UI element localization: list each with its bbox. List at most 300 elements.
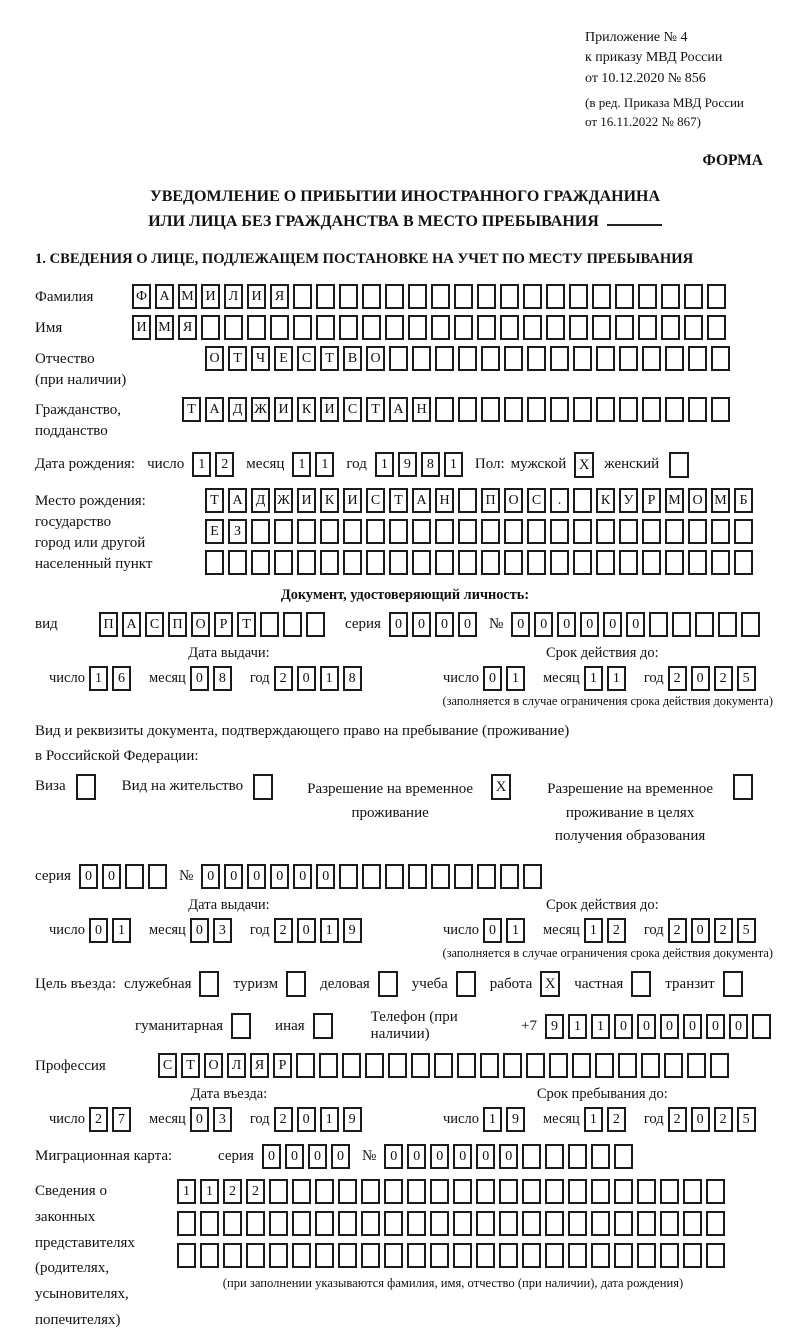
char-cell[interactable] xyxy=(385,284,404,309)
char-cell[interactable] xyxy=(591,1243,610,1268)
char-cell[interactable] xyxy=(435,346,454,371)
char-cell[interactable]: 0 xyxy=(293,864,312,889)
char-cell[interactable]: М xyxy=(178,284,197,309)
char-cell[interactable]: К xyxy=(596,488,615,513)
char-cell[interactable] xyxy=(361,1211,380,1236)
char-cell[interactable] xyxy=(568,1179,587,1204)
char-cell[interactable] xyxy=(614,1211,633,1236)
char-cell[interactable] xyxy=(411,1053,430,1078)
char-cell[interactable] xyxy=(573,488,592,513)
char-cell[interactable]: 2 xyxy=(274,1107,293,1132)
char-cell[interactable] xyxy=(481,550,500,575)
char-cell[interactable]: 0 xyxy=(389,612,408,637)
char-cell[interactable] xyxy=(361,1243,380,1268)
char-cell[interactable] xyxy=(545,1243,564,1268)
char-cell[interactable]: К xyxy=(320,488,339,513)
temp-permit-checkbox[interactable]: X xyxy=(491,774,511,800)
visa-checkbox[interactable] xyxy=(76,774,96,800)
char-cell[interactable] xyxy=(481,397,500,422)
char-cell[interactable] xyxy=(711,346,730,371)
char-cell[interactable] xyxy=(642,397,661,422)
char-cell[interactable] xyxy=(499,1179,518,1204)
char-cell[interactable] xyxy=(148,864,167,889)
char-cell[interactable]: 0 xyxy=(458,612,477,637)
char-cell[interactable]: 0 xyxy=(626,612,645,637)
char-cell[interactable] xyxy=(573,397,592,422)
char-cell[interactable] xyxy=(664,1053,683,1078)
char-cell[interactable]: А xyxy=(205,397,224,422)
char-cell[interactable] xyxy=(430,1179,449,1204)
char-cell[interactable]: 2 xyxy=(714,1107,733,1132)
char-cell[interactable] xyxy=(315,1243,334,1268)
char-cell[interactable]: Т xyxy=(181,1053,200,1078)
char-cell[interactable]: О xyxy=(204,1053,223,1078)
char-cell[interactable]: 2 xyxy=(714,918,733,943)
char-cell[interactable] xyxy=(641,1053,660,1078)
char-cell[interactable] xyxy=(660,1211,679,1236)
char-cell[interactable]: 1 xyxy=(177,1179,196,1204)
char-cell[interactable]: 1 xyxy=(568,1014,587,1039)
char-cell[interactable] xyxy=(480,1053,499,1078)
char-cell[interactable] xyxy=(665,519,684,544)
char-cell[interactable] xyxy=(614,1179,633,1204)
char-cell[interactable] xyxy=(711,519,730,544)
char-cell[interactable] xyxy=(269,1211,288,1236)
char-cell[interactable] xyxy=(661,284,680,309)
char-cell[interactable] xyxy=(642,519,661,544)
char-cell[interactable]: Т xyxy=(228,346,247,371)
char-cell[interactable] xyxy=(687,1053,706,1078)
char-cell[interactable]: 7 xyxy=(112,1107,131,1132)
char-cell[interactable] xyxy=(366,550,385,575)
char-cell[interactable] xyxy=(269,1243,288,1268)
char-cell[interactable]: 5 xyxy=(737,918,756,943)
char-cell[interactable] xyxy=(499,1211,518,1236)
char-cell[interactable]: О xyxy=(688,488,707,513)
char-cell[interactable]: О xyxy=(205,346,224,371)
char-cell[interactable] xyxy=(223,1243,242,1268)
char-cell[interactable]: 0 xyxy=(683,1014,702,1039)
char-cell[interactable] xyxy=(665,346,684,371)
char-cell[interactable] xyxy=(315,1211,334,1236)
char-cell[interactable]: 0 xyxy=(534,612,553,637)
char-cell[interactable]: 2 xyxy=(215,452,234,477)
char-cell[interactable] xyxy=(477,315,496,340)
char-cell[interactable]: 9 xyxy=(545,1014,564,1039)
purpose-work-checkbox[interactable]: X xyxy=(540,971,560,997)
char-cell[interactable] xyxy=(596,550,615,575)
char-cell[interactable] xyxy=(343,519,362,544)
char-cell[interactable] xyxy=(688,346,707,371)
char-cell[interactable]: 8 xyxy=(421,452,440,477)
char-cell[interactable] xyxy=(619,346,638,371)
char-cell[interactable] xyxy=(619,550,638,575)
char-cell[interactable]: 1 xyxy=(607,666,626,691)
char-cell[interactable] xyxy=(434,1053,453,1078)
char-cell[interactable]: Я xyxy=(250,1053,269,1078)
char-cell[interactable] xyxy=(688,550,707,575)
char-cell[interactable] xyxy=(297,550,316,575)
char-cell[interactable] xyxy=(476,1211,495,1236)
char-cell[interactable]: 3 xyxy=(213,918,232,943)
char-cell[interactable]: 0 xyxy=(614,1014,633,1039)
char-cell[interactable]: О xyxy=(191,612,210,637)
purpose-other-checkbox[interactable] xyxy=(313,1013,333,1039)
char-cell[interactable] xyxy=(453,1243,472,1268)
char-cell[interactable] xyxy=(522,1243,541,1268)
char-cell[interactable] xyxy=(431,284,450,309)
char-cell[interactable]: Я xyxy=(178,315,197,340)
char-cell[interactable] xyxy=(637,1211,656,1236)
char-cell[interactable] xyxy=(683,1179,702,1204)
char-cell[interactable] xyxy=(545,1211,564,1236)
char-cell[interactable]: Ж xyxy=(251,397,270,422)
char-cell[interactable]: Р xyxy=(273,1053,292,1078)
char-cell[interactable] xyxy=(306,612,325,637)
char-cell[interactable] xyxy=(688,397,707,422)
char-cell[interactable] xyxy=(431,315,450,340)
char-cell[interactable] xyxy=(292,1179,311,1204)
char-cell[interactable]: 0 xyxy=(89,918,108,943)
char-cell[interactable]: С xyxy=(297,346,316,371)
char-cell[interactable] xyxy=(665,550,684,575)
char-cell[interactable] xyxy=(614,1243,633,1268)
char-cell[interactable]: И xyxy=(247,284,266,309)
char-cell[interactable] xyxy=(642,346,661,371)
char-cell[interactable] xyxy=(718,612,737,637)
char-cell[interactable]: 0 xyxy=(483,918,502,943)
char-cell[interactable]: П xyxy=(168,612,187,637)
char-cell[interactable] xyxy=(362,315,381,340)
char-cell[interactable] xyxy=(430,1243,449,1268)
char-cell[interactable] xyxy=(711,550,730,575)
purpose-official-checkbox[interactable] xyxy=(199,971,219,997)
char-cell[interactable]: С xyxy=(527,488,546,513)
char-cell[interactable]: 2 xyxy=(274,666,293,691)
char-cell[interactable] xyxy=(695,612,714,637)
char-cell[interactable] xyxy=(477,864,496,889)
char-cell[interactable]: 1 xyxy=(200,1179,219,1204)
char-cell[interactable] xyxy=(343,550,362,575)
char-cell[interactable] xyxy=(504,519,523,544)
char-cell[interactable] xyxy=(734,519,753,544)
char-cell[interactable]: 1 xyxy=(315,452,334,477)
char-cell[interactable]: Т xyxy=(237,612,256,637)
char-cell[interactable] xyxy=(573,519,592,544)
char-cell[interactable]: . xyxy=(550,488,569,513)
char-cell[interactable] xyxy=(706,1179,725,1204)
char-cell[interactable] xyxy=(523,284,542,309)
char-cell[interactable]: С xyxy=(343,397,362,422)
char-cell[interactable] xyxy=(568,1144,587,1169)
char-cell[interactable] xyxy=(125,864,144,889)
char-cell[interactable] xyxy=(200,1243,219,1268)
char-cell[interactable]: 1 xyxy=(89,666,108,691)
char-cell[interactable] xyxy=(246,1211,265,1236)
char-cell[interactable]: Ф xyxy=(132,284,151,309)
char-cell[interactable]: И xyxy=(343,488,362,513)
char-cell[interactable] xyxy=(454,284,473,309)
char-cell[interactable]: 0 xyxy=(476,1144,495,1169)
purpose-transit-checkbox[interactable] xyxy=(723,971,743,997)
char-cell[interactable]: Д xyxy=(228,397,247,422)
char-cell[interactable]: А xyxy=(389,397,408,422)
char-cell[interactable] xyxy=(638,284,657,309)
char-cell[interactable]: И xyxy=(132,315,151,340)
char-cell[interactable]: 0 xyxy=(580,612,599,637)
char-cell[interactable]: 0 xyxy=(407,1144,426,1169)
char-cell[interactable]: 1 xyxy=(320,666,339,691)
char-cell[interactable] xyxy=(649,612,668,637)
char-cell[interactable] xyxy=(223,1211,242,1236)
char-cell[interactable] xyxy=(477,284,496,309)
char-cell[interactable] xyxy=(545,1144,564,1169)
char-cell[interactable] xyxy=(408,284,427,309)
char-cell[interactable] xyxy=(293,315,312,340)
char-cell[interactable] xyxy=(408,315,427,340)
char-cell[interactable] xyxy=(435,550,454,575)
char-cell[interactable]: Е xyxy=(205,519,224,544)
char-cell[interactable]: 0 xyxy=(190,1107,209,1132)
char-cell[interactable] xyxy=(247,315,266,340)
char-cell[interactable] xyxy=(684,315,703,340)
char-cell[interactable] xyxy=(407,1179,426,1204)
char-cell[interactable] xyxy=(454,864,473,889)
char-cell[interactable] xyxy=(453,1211,472,1236)
char-cell[interactable]: 1 xyxy=(584,666,603,691)
char-cell[interactable] xyxy=(665,397,684,422)
char-cell[interactable] xyxy=(660,1243,679,1268)
char-cell[interactable]: 0 xyxy=(706,1014,725,1039)
char-cell[interactable] xyxy=(504,346,523,371)
char-cell[interactable] xyxy=(550,519,569,544)
char-cell[interactable] xyxy=(384,1243,403,1268)
char-cell[interactable]: О xyxy=(366,346,385,371)
char-cell[interactable]: И xyxy=(274,397,293,422)
char-cell[interactable] xyxy=(638,315,657,340)
gender-female-checkbox[interactable] xyxy=(669,452,689,478)
char-cell[interactable] xyxy=(522,1144,541,1169)
char-cell[interactable]: 0 xyxy=(603,612,622,637)
char-cell[interactable] xyxy=(591,1179,610,1204)
char-cell[interactable]: 0 xyxy=(384,1144,403,1169)
char-cell[interactable]: 0 xyxy=(499,1144,518,1169)
char-cell[interactable]: 0 xyxy=(201,864,220,889)
char-cell[interactable] xyxy=(320,519,339,544)
char-cell[interactable]: 1 xyxy=(375,452,394,477)
char-cell[interactable]: 1 xyxy=(444,452,463,477)
char-cell[interactable] xyxy=(637,1243,656,1268)
char-cell[interactable] xyxy=(412,550,431,575)
char-cell[interactable] xyxy=(274,519,293,544)
char-cell[interactable]: 2 xyxy=(246,1179,265,1204)
char-cell[interactable]: 0 xyxy=(483,666,502,691)
char-cell[interactable] xyxy=(319,1053,338,1078)
char-cell[interactable] xyxy=(388,1053,407,1078)
char-cell[interactable]: Т xyxy=(366,397,385,422)
char-cell[interactable]: 5 xyxy=(737,1107,756,1132)
char-cell[interactable] xyxy=(453,1179,472,1204)
char-cell[interactable]: 1 xyxy=(584,918,603,943)
char-cell[interactable] xyxy=(315,1179,334,1204)
char-cell[interactable]: А xyxy=(155,284,174,309)
char-cell[interactable]: 2 xyxy=(668,1107,687,1132)
char-cell[interactable] xyxy=(476,1179,495,1204)
char-cell[interactable] xyxy=(688,519,707,544)
char-cell[interactable] xyxy=(481,519,500,544)
char-cell[interactable] xyxy=(177,1211,196,1236)
char-cell[interactable]: А xyxy=(412,488,431,513)
char-cell[interactable]: 8 xyxy=(343,666,362,691)
char-cell[interactable] xyxy=(706,1211,725,1236)
char-cell[interactable]: И xyxy=(201,284,220,309)
char-cell[interactable] xyxy=(500,864,519,889)
char-cell[interactable] xyxy=(545,1179,564,1204)
char-cell[interactable]: 0 xyxy=(297,1107,316,1132)
char-cell[interactable] xyxy=(342,1053,361,1078)
char-cell[interactable] xyxy=(568,1211,587,1236)
char-cell[interactable] xyxy=(504,397,523,422)
char-cell[interactable] xyxy=(550,397,569,422)
char-cell[interactable] xyxy=(503,1053,522,1078)
char-cell[interactable] xyxy=(527,346,546,371)
char-cell[interactable]: У xyxy=(619,488,638,513)
char-cell[interactable]: Т xyxy=(182,397,201,422)
char-cell[interactable] xyxy=(362,284,381,309)
char-cell[interactable]: 0 xyxy=(557,612,576,637)
char-cell[interactable]: 0 xyxy=(430,1144,449,1169)
char-cell[interactable] xyxy=(618,1053,637,1078)
char-cell[interactable] xyxy=(660,1179,679,1204)
char-cell[interactable] xyxy=(527,550,546,575)
char-cell[interactable] xyxy=(200,1211,219,1236)
char-cell[interactable] xyxy=(592,315,611,340)
char-cell[interactable] xyxy=(661,315,680,340)
char-cell[interactable]: Р xyxy=(642,488,661,513)
char-cell[interactable] xyxy=(734,550,753,575)
char-cell[interactable] xyxy=(385,315,404,340)
char-cell[interactable] xyxy=(619,397,638,422)
char-cell[interactable] xyxy=(293,284,312,309)
char-cell[interactable] xyxy=(526,1053,545,1078)
char-cell[interactable] xyxy=(500,284,519,309)
char-cell[interactable] xyxy=(527,519,546,544)
char-cell[interactable]: 1 xyxy=(506,918,525,943)
char-cell[interactable] xyxy=(546,315,565,340)
char-cell[interactable] xyxy=(316,315,335,340)
purpose-tourism-checkbox[interactable] xyxy=(286,971,306,997)
char-cell[interactable]: 0 xyxy=(660,1014,679,1039)
char-cell[interactable] xyxy=(752,1014,771,1039)
char-cell[interactable]: 0 xyxy=(285,1144,304,1169)
char-cell[interactable] xyxy=(573,346,592,371)
char-cell[interactable] xyxy=(320,550,339,575)
char-cell[interactable] xyxy=(741,612,760,637)
char-cell[interactable] xyxy=(595,1053,614,1078)
char-cell[interactable] xyxy=(431,864,450,889)
char-cell[interactable]: 1 xyxy=(483,1107,502,1132)
char-cell[interactable] xyxy=(251,550,270,575)
char-cell[interactable]: 0 xyxy=(308,1144,327,1169)
char-cell[interactable] xyxy=(292,1211,311,1236)
char-cell[interactable]: 1 xyxy=(506,666,525,691)
char-cell[interactable] xyxy=(365,1053,384,1078)
char-cell[interactable]: 0 xyxy=(691,918,710,943)
char-cell[interactable] xyxy=(274,550,293,575)
char-cell[interactable] xyxy=(707,284,726,309)
char-cell[interactable] xyxy=(710,1053,729,1078)
char-cell[interactable]: Н xyxy=(412,397,431,422)
char-cell[interactable] xyxy=(366,519,385,544)
char-cell[interactable]: Б xyxy=(734,488,753,513)
char-cell[interactable] xyxy=(205,550,224,575)
purpose-study-checkbox[interactable] xyxy=(456,971,476,997)
char-cell[interactable] xyxy=(269,1179,288,1204)
char-cell[interactable]: 0 xyxy=(102,864,121,889)
char-cell[interactable] xyxy=(458,397,477,422)
char-cell[interactable] xyxy=(550,346,569,371)
purpose-business-checkbox[interactable] xyxy=(378,971,398,997)
char-cell[interactable] xyxy=(361,1179,380,1204)
char-cell[interactable]: 2 xyxy=(89,1107,108,1132)
char-cell[interactable]: 0 xyxy=(453,1144,472,1169)
char-cell[interactable]: М xyxy=(711,488,730,513)
char-cell[interactable] xyxy=(707,315,726,340)
char-cell[interactable] xyxy=(596,346,615,371)
char-cell[interactable] xyxy=(339,864,358,889)
purpose-private-checkbox[interactable] xyxy=(631,971,651,997)
char-cell[interactable] xyxy=(458,346,477,371)
char-cell[interactable] xyxy=(568,1243,587,1268)
char-cell[interactable]: 9 xyxy=(506,1107,525,1132)
char-cell[interactable]: 2 xyxy=(223,1179,242,1204)
char-cell[interactable]: З xyxy=(228,519,247,544)
char-cell[interactable]: 0 xyxy=(190,918,209,943)
char-cell[interactable] xyxy=(476,1243,495,1268)
char-cell[interactable] xyxy=(389,519,408,544)
char-cell[interactable] xyxy=(251,519,270,544)
char-cell[interactable] xyxy=(637,1179,656,1204)
char-cell[interactable]: Н xyxy=(435,488,454,513)
char-cell[interactable] xyxy=(596,397,615,422)
gender-male-checkbox[interactable]: X xyxy=(574,452,594,478)
char-cell[interactable]: М xyxy=(155,315,174,340)
char-cell[interactable] xyxy=(549,1053,568,1078)
char-cell[interactable] xyxy=(522,1211,541,1236)
char-cell[interactable] xyxy=(408,864,427,889)
char-cell[interactable] xyxy=(177,1243,196,1268)
purpose-humanitarian-checkbox[interactable] xyxy=(231,1013,251,1039)
char-cell[interactable]: 0 xyxy=(331,1144,350,1169)
char-cell[interactable] xyxy=(260,612,279,637)
char-cell[interactable] xyxy=(228,550,247,575)
char-cell[interactable] xyxy=(384,1179,403,1204)
char-cell[interactable] xyxy=(684,284,703,309)
char-cell[interactable]: 2 xyxy=(668,666,687,691)
char-cell[interactable]: 1 xyxy=(584,1107,603,1132)
char-cell[interactable] xyxy=(458,488,477,513)
char-cell[interactable]: 0 xyxy=(316,864,335,889)
char-cell[interactable]: О xyxy=(504,488,523,513)
char-cell[interactable] xyxy=(297,519,316,544)
char-cell[interactable]: М xyxy=(665,488,684,513)
char-cell[interactable]: А xyxy=(122,612,141,637)
char-cell[interactable]: 0 xyxy=(297,918,316,943)
char-cell[interactable]: 0 xyxy=(435,612,454,637)
char-cell[interactable] xyxy=(412,346,431,371)
char-cell[interactable] xyxy=(596,519,615,544)
char-cell[interactable]: 0 xyxy=(247,864,266,889)
